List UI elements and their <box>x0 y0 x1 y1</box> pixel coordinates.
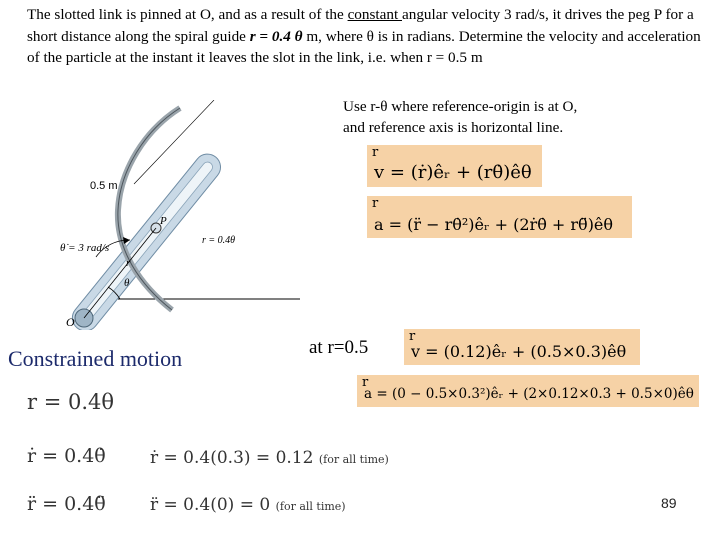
origin-label: O <box>66 315 75 329</box>
problem-statement <box>27 4 707 69</box>
theta-label: θ <box>124 277 130 289</box>
slotted-link-figure <box>60 100 305 330</box>
reference-note-line-2: and reference axis is horizontal line. <box>343 119 564 136</box>
rdot-note: (for all time) <box>318 453 389 466</box>
vector-mark: r <box>362 375 369 390</box>
velocity-value-text: v = (0.12)êᵣ + (0.5×0.3)êθ <box>411 342 627 361</box>
problem-formula: r = 0.4 θ <box>249 27 303 45</box>
acceleration-general-text: a = (r̈ − rθ̇²)êᵣ + (2ṙθ̇ + rθ̈)êθ <box>374 215 614 234</box>
rdot-equation: ṙ = 0.4θ̇ <box>27 445 106 467</box>
at-r-label: at r=0.5 <box>309 337 369 358</box>
rddot-value-text: r̈ = 0.4(0) = 0 <box>150 495 271 515</box>
problem-text-1: The slotted link is pinned at O, and as a result of the <box>27 6 348 23</box>
rddot-note: (for all time) <box>275 500 346 513</box>
rddot-equation: r̈ = 0.4θ̈ <box>27 493 106 515</box>
rdot-value-text: ṙ = 0.4(0.3) = 0.12 <box>150 448 314 468</box>
omega-label: θ̇ = 3 rad/s <box>60 242 110 254</box>
radius-label: r <box>126 257 131 269</box>
dimension-label: 0.5 m <box>90 180 118 192</box>
velocity-general-equation <box>367 145 542 187</box>
reference-note <box>343 96 683 138</box>
problem-text-2: angular velocity 3 rad/s, it drives the peg P for a short distance along the spiral guide <box>27 6 694 45</box>
peg-label: P <box>160 215 167 227</box>
acceleration-value-equation <box>357 375 699 407</box>
reference-note-line-1: Use r-θ where reference-origin is at O, <box>343 98 578 115</box>
rdot-value <box>150 448 389 468</box>
acceleration-general-equation <box>367 196 632 238</box>
spiral-label: r = 0.4θ <box>202 235 236 246</box>
r-equation: r = 0.4θ <box>27 390 115 414</box>
vector-mark: r <box>372 145 379 160</box>
problem-underlined-word: constant <box>347 6 402 23</box>
velocity-general-text: v = (ṙ)êᵣ + (rθ̇)êθ <box>374 162 532 183</box>
vector-mark: r <box>372 196 379 211</box>
page-number: 89 <box>661 495 677 511</box>
velocity-value-equation <box>404 329 640 365</box>
vector-mark: r <box>409 329 416 344</box>
acceleration-value-text: a = (0 − 0.5×0.3²)êᵣ + (2×0.12×0.3 + 0.5×0)êθ <box>364 385 694 402</box>
problem-text-3: m, where θ is in radians. Determine the velocity and acceleration of the particle at the instant it leaves the slot in the link, i.e. when r = 0.5 m <box>27 27 701 66</box>
constrained-motion-label: Constrained motion <box>8 346 183 371</box>
rddot-value <box>150 495 346 515</box>
